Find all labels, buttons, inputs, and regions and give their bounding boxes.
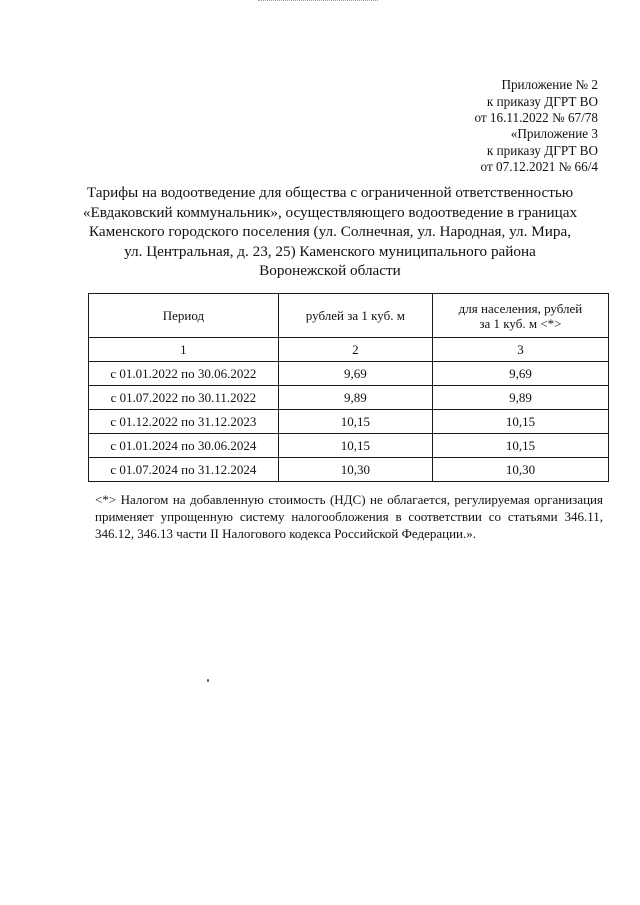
document-title: [60, 183, 600, 281]
cell-population: 9,89: [432, 386, 608, 410]
column-number-row: [89, 338, 609, 362]
cell-period: с 01.01.2022 по 30.06.2022: [89, 362, 279, 386]
title-line: ул. Центральная, д. 23, 25) Каменского муниципального района: [124, 242, 536, 260]
column-number: 2: [278, 338, 432, 362]
table-row: [89, 386, 609, 410]
header-population-line1: для населения, рублей: [458, 300, 583, 316]
table-header-row: [89, 294, 609, 338]
title-line: Воронежской области: [259, 262, 401, 280]
appendix-header-current: [474, 77, 598, 127]
cell-tariff: 10,15: [278, 434, 432, 458]
cell-tariff: 10,30: [278, 458, 432, 482]
header-population-line2: за 1 куб. м <*>: [479, 315, 562, 331]
table-row: [89, 458, 609, 482]
appendix-number: «Приложение 3: [510, 126, 598, 141]
column-number: 3: [432, 338, 608, 362]
cell-population: 10,15: [432, 434, 608, 458]
header-period: Период: [89, 294, 279, 338]
table-row: [89, 362, 609, 386]
appendix-order-ref: к приказу ДГРТ ВО: [486, 93, 598, 109]
cell-tariff: 10,15: [278, 410, 432, 434]
cell-period: с 01.07.2024 по 31.12.2024: [89, 458, 279, 482]
cell-tariff: 9,89: [278, 386, 432, 410]
cell-period: с 01.07.2022 по 30.11.2022: [89, 386, 279, 410]
appendix-order-date: от 16.11.2022 № 67/78: [474, 110, 598, 125]
appendix-number: Приложение № 2: [501, 77, 598, 92]
table-row: [89, 434, 609, 458]
table-row: [89, 410, 609, 434]
appendix-header-previous: [481, 126, 598, 176]
cell-period: с 01.12.2022 по 31.12.2023: [89, 410, 279, 434]
appendix-order-date: от 07.12.2021 № 66/4: [480, 159, 598, 174]
cell-period: с 01.01.2024 по 30.06.2024: [89, 434, 279, 458]
scan-speck: [207, 679, 209, 682]
cell-tariff: 9,69: [278, 362, 432, 386]
cell-population: 10,15: [432, 410, 608, 434]
title-line: «Евдаковский коммунальник», осуществляющего водоотведение в границах: [82, 203, 578, 221]
column-number: 1: [89, 338, 279, 362]
cell-population: 9,69: [432, 362, 608, 386]
appendix-order-ref: к приказу ДГРТ ВО: [486, 142, 598, 158]
header-population: [432, 294, 608, 338]
vat-footnote: <*> Налогом на добавленную стоимость (НДС) не облагается, регулируемая организация применяет упрощенную систему налогообложения в соответствии со статьями 346.11, 346.12, 346.13 части II Налогового кодекса Российской Федерации.».: [95, 492, 603, 541]
header-rub-per-m3: рублей за 1 куб. м: [278, 294, 432, 338]
cell-population: 10,30: [432, 458, 608, 482]
scan-edge-mark: [258, 0, 378, 5]
tariff-table: [88, 293, 609, 482]
title-line: Каменского городского поселения (ул. Солнечная, ул. Народная, ул. Мира,: [89, 223, 571, 241]
title-line: Тарифы на водоотведение для общества с ограниченной ответственностью: [86, 184, 574, 201]
